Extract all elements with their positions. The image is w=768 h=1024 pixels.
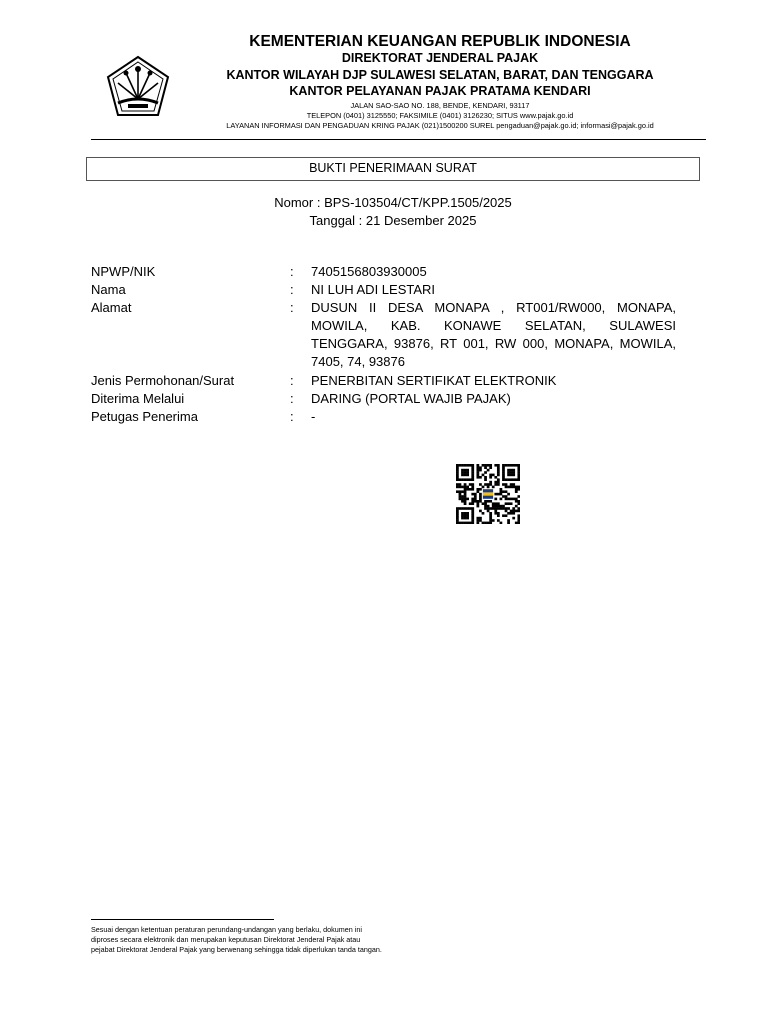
field-label: Jenis Permohonan/Surat: [91, 373, 235, 388]
header-address: JALAN SAO-SAO NO. 188, BENDE, KENDARI, 93117: [350, 101, 530, 110]
header-service-info: LAYANAN INFORMASI DAN PENGADUAN KRING PAJAK (021)1500200 SUREL pengaduan@pajak.go.id; informasi@pajak.go.id: [226, 121, 654, 130]
field-label: Nama: [91, 282, 126, 297]
field-value: PENERBITAN SERTIFIKAT ELEKTRONIK: [311, 373, 557, 388]
qr-center-band: [483, 492, 493, 495]
field-separator: :: [290, 264, 294, 279]
field-separator: :: [290, 409, 294, 424]
field-value: NI LUH ADI LESTARI: [311, 282, 436, 297]
header-contact: TELEPON (0401) 3125550; FAKSIMILE (0401) 3126230; SITUS www.pajak.go.id: [306, 111, 574, 120]
header-regional-office: KANTOR WILAYAH DJP SULAWESI SELATAN, BARAT, DAN TENGGARA: [226, 68, 654, 82]
document-date: Tanggal : 21 Desember 2025: [309, 213, 477, 228]
field-label: Alamat: [91, 300, 132, 315]
field-label: NPWP/NIK: [91, 264, 156, 279]
field-value: DARING (PORTAL WAJIB PAJAK): [311, 391, 511, 406]
field-separator: :: [290, 300, 294, 315]
footnote-divider: [91, 919, 274, 920]
header-tax-office: KANTOR PELAYANAN PAJAK PRATAMA KENDARI: [289, 84, 591, 98]
document-title: BUKTI PENERIMAAN SURAT: [86, 157, 700, 181]
header-divider: [91, 139, 706, 140]
footnote: [91, 925, 421, 955]
field-separator: :: [290, 282, 294, 297]
ministry-emblem-icon: [104, 55, 172, 119]
header-directorate: DIREKTORAT JENDERAL PAJAK: [341, 51, 539, 65]
document-number: Nomor : BPS-103504/CT/KPP.1505/2025: [274, 195, 512, 210]
field-separator: :: [290, 391, 294, 406]
footnote-line: pejabat Direktorat Jenderal Pajak yang berwenang sehingga tidak diperlukan tanda tangan.: [91, 945, 382, 954]
field-separator: :: [290, 373, 294, 388]
footnote-line: diproses secara elektronik dan merupakan keputusan Direktorat Jenderal Pajak atau: [91, 935, 361, 944]
field-value: DUSUN II DESA MONAPA , RT001/RW000, MONAPA, MOWILA, KAB. KONAWE SELATAN, SULAWESI TENGGARA, 93876, RT 001, RW 000, MONAPA, MOWILA, 7405, 74, 93876: [311, 300, 676, 369]
field-value: 7405156803930005: [311, 264, 427, 279]
qr-code-icon: [456, 464, 520, 524]
field-value: -: [311, 409, 316, 424]
field-label: Diterima Melalui: [91, 391, 185, 406]
footnote-line: Sesuai dengan ketentuan peraturan perundang-undangan yang berlaku, dokumen ini: [91, 925, 362, 934]
field-label: Petugas Penerima: [91, 409, 198, 424]
header-ministry: KEMENTERIAN KEUANGAN REPUBLIK INDONESIA: [249, 33, 631, 50]
